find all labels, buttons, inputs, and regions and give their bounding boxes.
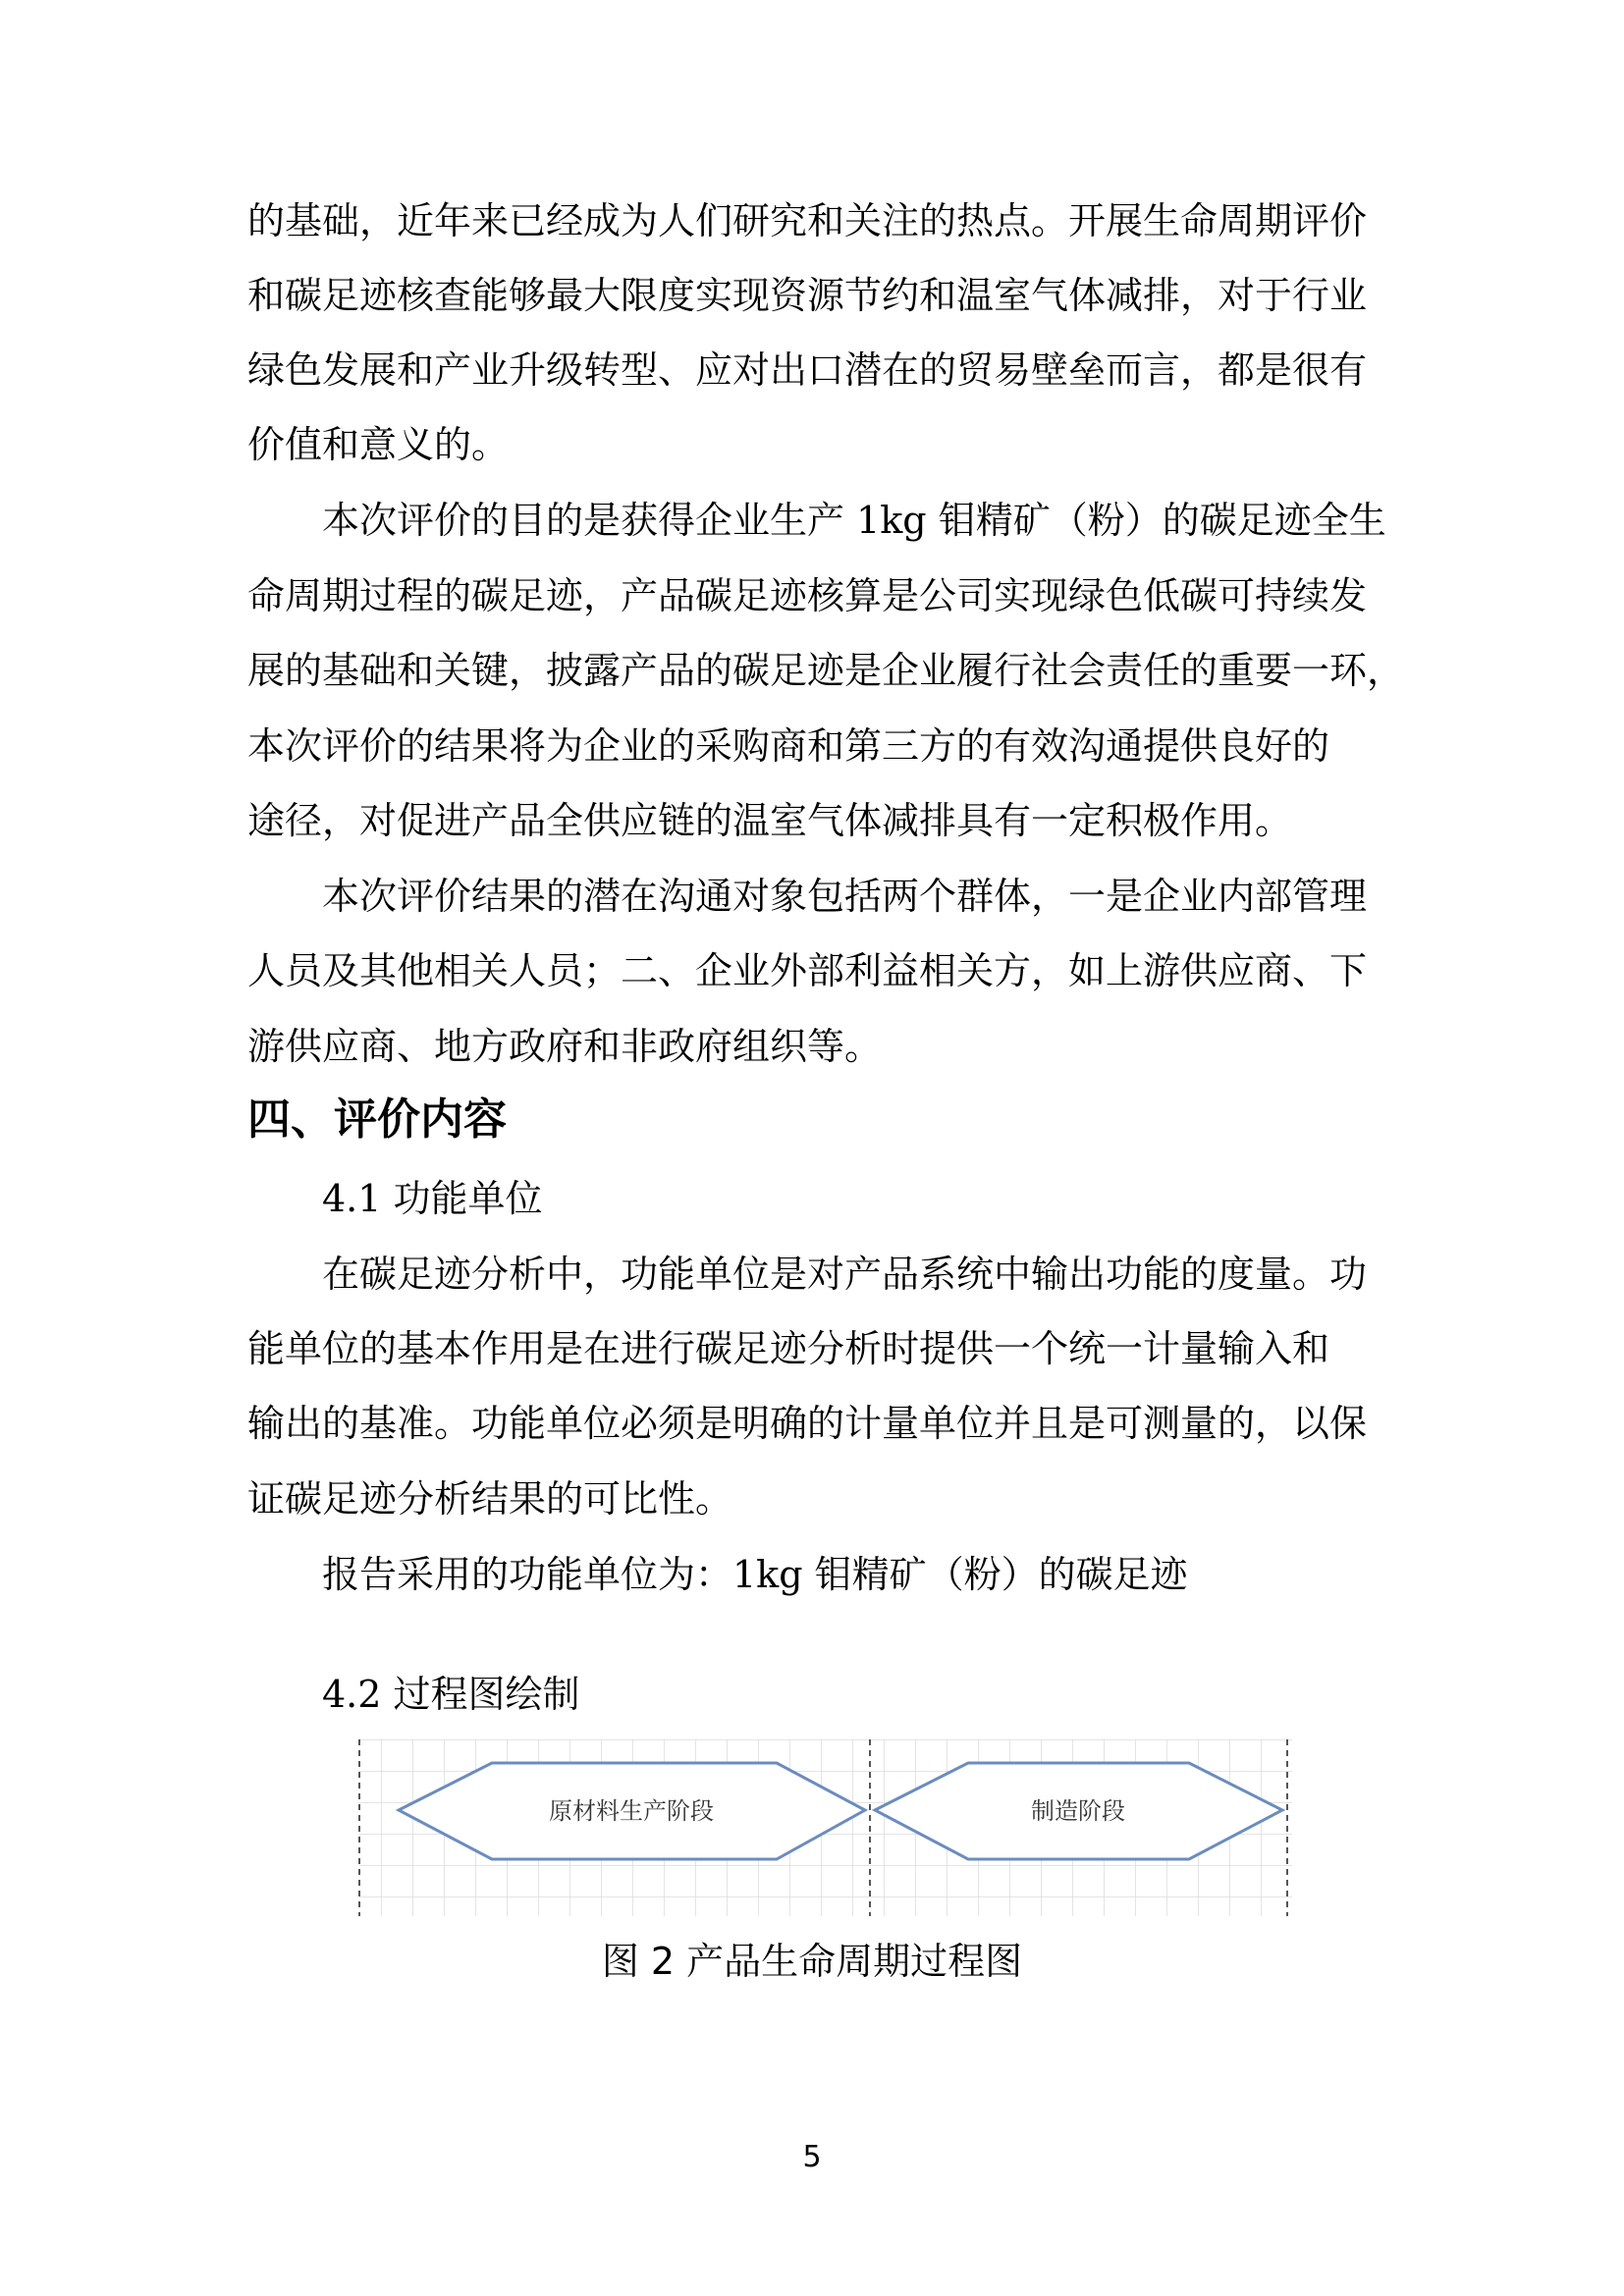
paragraph-1-line-3: 绿色发展和产业升级转型、应对出口潜在的贸易壁垒而言，都是很有	[247, 348, 1368, 392]
paragraph-2-line-1: 本次评价的目的是获得企业生产 1kg 钼精矿（粉）的碳足迹全生	[322, 499, 1386, 542]
paragraph-3-line-1: 本次评价结果的潜在沟通对象包括两个群体，一是企业内部管理	[322, 875, 1368, 918]
paragraph-3-line-2: 人员及其他相关人员；二、企业外部利益相关方，如上游供应商、下	[247, 949, 1368, 992]
paragraph-4-line-2: 能单位的基本作用是在进行碳足迹分析时提供一个统一计量输入和	[247, 1327, 1330, 1370]
paragraph-4-line-4: 证碳足迹分析结果的可比性。	[247, 1477, 733, 1521]
functional-unit-statement: 报告采用的功能单位为：1kg 钼精矿（粉）的碳足迹	[322, 1553, 1188, 1596]
paragraph-2-line-5: 途径，对促进产品全供应链的温室气体减排具有一定积极作用。	[247, 799, 1293, 842]
stage-label-manufacturing: 制造阶段	[1031, 1797, 1125, 1825]
lifecycle-process-diagram	[350, 1739, 1302, 1916]
paragraph-2-line-2: 命周期过程的碳足迹，产品碳足迹核算是公司实现绿色低碳可持续发	[247, 574, 1368, 617]
section-heading: 四、评价内容	[247, 1095, 507, 1145]
paragraph-1-line-2: 和碳足迹核查能够最大限度实现资源节约和温室气体减排，对于行业	[247, 274, 1368, 317]
paragraph-2-line-4: 本次评价的结果将为企业的采购商和第三方的有效沟通提供良好的	[247, 724, 1330, 768]
figure-caption: 图 2 产品生命周期过程图	[601, 1940, 1023, 1983]
subsection-4-1-title: 4.1 功能单位	[322, 1177, 543, 1220]
paragraph-1-line-1: 的基础，近年来已经成为人们研究和关注的热点。开展生命周期评价	[247, 199, 1368, 242]
subsection-4-2-title: 4.2 过程图绘制	[322, 1673, 580, 1716]
paragraph-4-line-3: 输出的基准。功能单位必须是明确的计量单位并且是可测量的，以保	[247, 1402, 1368, 1445]
paragraph-3-line-3: 游供应商、地方政府和非政府组织等。	[247, 1025, 883, 1068]
stage-label-raw-material: 原材料生产阶段	[549, 1797, 714, 1825]
paragraph-2-line-3: 展的基础和关键，披露产品的碳足迹是企业履行社会责任的重要一环，	[247, 649, 1405, 692]
page-number: 5	[802, 2140, 822, 2174]
paragraph-1-line-4: 价值和意义的。	[247, 423, 510, 466]
paragraph-4-line-1: 在碳足迹分析中，功能单位是对产品系统中输出功能的度量。功	[322, 1253, 1368, 1296]
